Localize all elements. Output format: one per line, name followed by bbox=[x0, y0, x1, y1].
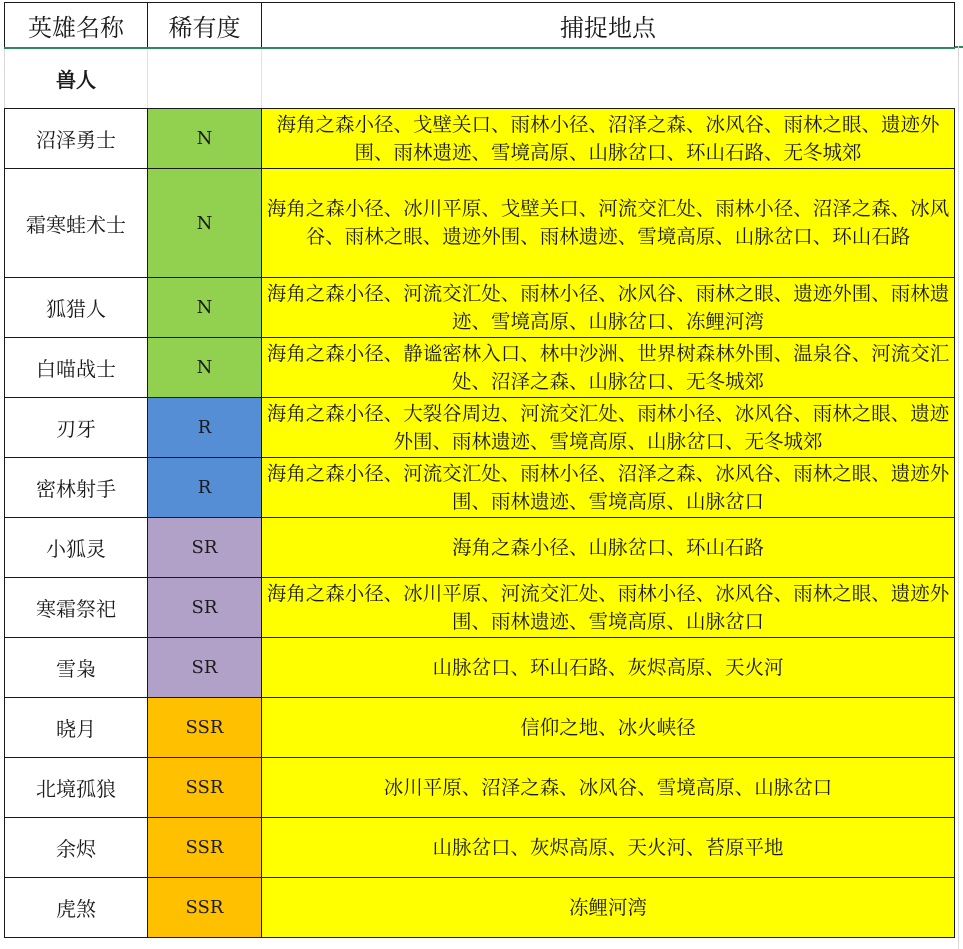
hero-name-cell[interactable]: 密林射手 bbox=[5, 458, 148, 518]
rarity-cell[interactable]: SSR bbox=[148, 758, 262, 818]
rarity-cell[interactable]: N bbox=[148, 338, 262, 398]
hero-name-cell[interactable]: 晓月 bbox=[5, 698, 148, 758]
grid-right-column bbox=[958, 46, 963, 949]
header-rarity[interactable]: 稀有度 bbox=[148, 3, 262, 49]
capture-locations-cell[interactable]: 海角之森小径、静谧密林入口、林中沙洲、世界树森林外围、温泉谷、河流交汇处、沼泽之森、山脉岔口、无冬城郊 bbox=[262, 338, 955, 398]
capture-locations-cell[interactable]: 冰川平原、沼泽之森、冰风谷、雪境高原、山脉岔口 bbox=[262, 758, 955, 818]
hero-name-cell[interactable]: 沼泽勇士 bbox=[5, 109, 148, 169]
rarity-cell[interactable]: N bbox=[148, 109, 262, 169]
table-row bbox=[5, 338, 955, 398]
table-row bbox=[5, 518, 955, 578]
rarity-cell[interactable]: N bbox=[148, 278, 262, 338]
capture-locations-cell[interactable]: 信仰之地、冰火峡径 bbox=[262, 698, 955, 758]
hero-name-cell[interactable]: 寒霜祭祀 bbox=[5, 578, 148, 638]
table-row bbox=[5, 398, 955, 458]
header-locations[interactable]: 捕捉地点 bbox=[262, 3, 955, 49]
capture-locations-cell[interactable]: 海角之森小径、大裂谷周边、河流交汇处、雨林小径、冰风谷、雨林之眼、遗迹外围、雨林遗迹、雪境高原、山脉岔口、无冬城郊 bbox=[262, 398, 955, 458]
hero-name-cell[interactable]: 刃牙 bbox=[5, 398, 148, 458]
table-row bbox=[5, 278, 955, 338]
rarity-cell[interactable]: R bbox=[148, 398, 262, 458]
capture-locations-cell[interactable]: 海角之森小径、河流交汇处、雨林小径、沼泽之森、冰风谷、雨林之眼、遗迹外围、雨林遗迹、雪境高原、山脉岔口 bbox=[262, 458, 955, 518]
rarity-cell[interactable]: SSR bbox=[148, 878, 262, 938]
hero-name-cell[interactable]: 霜寒蛙术士 bbox=[5, 169, 148, 278]
rarity-cell[interactable]: R bbox=[148, 458, 262, 518]
capture-locations-cell[interactable]: 海角之森小径、冰川平原、河流交汇处、雨林小径、冰风谷、雨林之眼、遗迹外围、雨林遗迹、雪境高原、山脉岔口 bbox=[262, 578, 955, 638]
table-row bbox=[5, 758, 955, 818]
hero-name-cell[interactable]: 余烬 bbox=[5, 818, 148, 878]
group-empty-cell[interactable] bbox=[262, 48, 955, 109]
header-row bbox=[5, 3, 955, 49]
capture-locations-cell[interactable]: 海角之森小径、戈壁关口、雨林小径、沼泽之森、冰风谷、雨林之眼、遗迹外围、雨林遗迹、雪境高原、山脉岔口、环山石路、无冬城郊 bbox=[262, 109, 955, 169]
hero-name-cell[interactable]: 白喵战士 bbox=[5, 338, 148, 398]
table-row bbox=[5, 878, 955, 938]
group-row bbox=[5, 48, 955, 109]
capture-locations-cell[interactable]: 海角之森小径、山脉岔口、环山石路 bbox=[262, 518, 955, 578]
table-row bbox=[5, 578, 955, 638]
table-row bbox=[5, 818, 955, 878]
rarity-cell[interactable]: SR bbox=[148, 518, 262, 578]
rarity-cell[interactable]: SSR bbox=[148, 698, 262, 758]
capture-locations-cell[interactable]: 海角之森小径、河流交汇处、雨林小径、冰风谷、雨林之眼、遗迹外围、雨林遗迹、雪境高原、山脉岔口、冻鲤河湾 bbox=[262, 278, 955, 338]
rarity-cell[interactable]: SSR bbox=[148, 818, 262, 878]
hero-capture-table bbox=[4, 2, 955, 938]
table-row bbox=[5, 109, 955, 169]
hero-name-cell[interactable]: 小狐灵 bbox=[5, 518, 148, 578]
table-row bbox=[5, 458, 955, 518]
rarity-cell[interactable]: N bbox=[148, 169, 262, 278]
header-filler bbox=[955, 2, 963, 48]
group-empty-cell[interactable] bbox=[148, 48, 262, 109]
capture-locations-cell[interactable]: 冻鲤河湾 bbox=[262, 878, 955, 938]
table-row bbox=[5, 698, 955, 758]
rarity-cell[interactable]: SR bbox=[148, 578, 262, 638]
table-row bbox=[5, 169, 955, 278]
table-row bbox=[5, 638, 955, 698]
hero-name-cell[interactable]: 北境孤狼 bbox=[5, 758, 148, 818]
group-label[interactable]: 兽人 bbox=[5, 48, 148, 109]
hero-name-cell[interactable]: 狐猎人 bbox=[5, 278, 148, 338]
capture-locations-cell[interactable]: 海角之森小径、冰川平原、戈壁关口、河流交汇处、雨林小径、沼泽之森、冰风谷、雨林之眼、遗迹外围、雨林遗迹、雪境高原、山脉岔口、环山石路 bbox=[262, 169, 955, 278]
rarity-cell[interactable]: SR bbox=[148, 638, 262, 698]
hero-name-cell[interactable]: 虎煞 bbox=[5, 878, 148, 938]
header-hero-name[interactable]: 英雄名称 bbox=[5, 3, 148, 49]
hero-name-cell[interactable]: 雪枭 bbox=[5, 638, 148, 698]
capture-locations-cell[interactable]: 山脉岔口、灰烬高原、天火河、苔原平地 bbox=[262, 818, 955, 878]
capture-locations-cell[interactable]: 山脉岔口、环山石路、灰烬高原、天火河 bbox=[262, 638, 955, 698]
